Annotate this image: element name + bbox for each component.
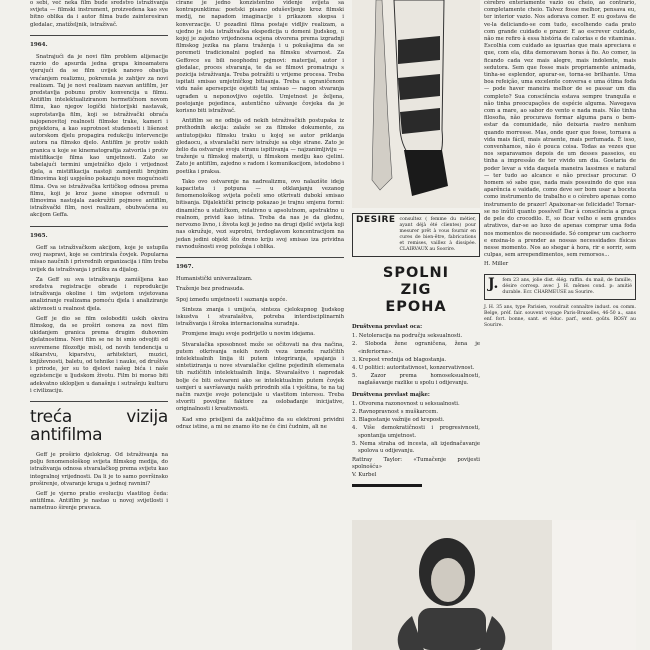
paragraph-6: Stvaralačka sposobnost može se očitovati na dva načina, putem otkrivanja nekih novih veza između različitih intelektualnih linija ili putem integriranja, spajanja i sintetiziranja u nove stvaralačke cjeline pojedinih elemenata tih različitih intelektualnih linija. Stvaralaštvo i napredak bolje će biti ostvareni ako se intelektualnim putem čovjek usmjeri u savršavanju naših prirodnih sila i vještina, te na taj način razvije svoje potencijale u vlastitom interesu. Treba stvoriti povoljne faktore za oslobađanje inicijative, originalnosti i kreativnosti. <box>176 341 344 413</box>
list-item: 4. Više demokratičnosti i progresivnosti, spontanija umjetnost. <box>352 425 480 439</box>
divider <box>30 226 168 227</box>
paragraph-treca-1: Geff je proširio djelokrug. Od istraživanja na polju fenomenološkog svijeta filmskog medija, do istraživanja odnosa stvaralačkog prema svijetu kao integralnoj vrijednosti. Da li je to samo površinsko proširenje, otvaranje kruga u jednoj ravnini? <box>30 451 168 487</box>
paragraph-7: Kad smo prisiljeni da zaključimo da su elektroni prividni odraz istine, a mi ne znamo što ne će ćini čudnim, ali ne <box>176 416 344 430</box>
list-item: 2. Ravnopravnost s muškarcem. <box>352 409 439 416</box>
paragraph-1964: Snatrajući da je novi film problem alijenacije razvio do apsurda jedna grupa kinoamatera vjerujući da se film uvijek nanovo obavlja vraćanjem realizmu, pokrenula je zahtjev za novi realizam. Taj je novi realizam nazvan antifilm, jer predstavlja pobunu protiv konvencija u filmu. Antifilm intelektualiziranom hermetičnom novom filmu, kao njegov logički historijski nastavak, suprotstavlja film, koji se istraživački obraća najopenovitoj realnosti filmske trake, kameri i projektora, a kao suprotnost studenosti i lišenost autorskom djelu propagira redukciju intervencije autora na filmsko djelo. Antifilm je protiv uskih granica u koje se kinematografija zatvorila i protiv mistifikacije filma kao umjetnosti. Zato se tabelajući termini umjetničko djelo i vrijednost djela, a mistifikacija nastoji zamijeniti brojnim filmovima koji uspješno pokazuju nove mogućnosti filma. Ova se istraživačka kritičkog odnosa prema filmu, koji je kroz jasne sinopse odvrnuli u filmovima nastojala zaokružiti pojmove antifilm, istraživački film, novi realizam, obuhvaćena su akcijom Geffa. <box>30 54 168 219</box>
paragraph-5: Promjene imaju svoje podrijetlo u novim idejama. <box>182 331 315 338</box>
list-item: 5. Nema straha od incesta, ali izjednačavanje spolova u odijevanju. <box>352 440 480 455</box>
column-3 <box>352 0 480 487</box>
list-item: 3. Krepost vrednija od blagostanja. <box>352 356 447 363</box>
paragraph-1965: Geff sa istraživačkom akcijom, koje je ustupila ovoj raspravi, koje se centrirala čovjek. Popularna misao naučnih i privrednih organizacija i film treba uvijek da istraživanja i priliku za dijalog. <box>30 244 168 273</box>
paragraph-1: cirane je jedno konzistentno videnje svijeta sa kontrapunktima: poetski pisano oduševljenje kroz filmski medij, ne napadom imaginacije i prikazom skepsa i konverzacije. U pozadini filma postaje vidljiv realizam, a ujedno je ista istraživačka ekspedicija u domeni ljudskog, u kojoj je zajedno vrijednosna ocjena otvorena prema izgradnji filmskog jezika na planu traženja i u pokušajima da se poremeti tradicionalni pogled na filmsku stvarnost. Za Geffovce su bili neophodni pojmovi: materijal, autor i gledalac, proces stvaranja, te da se filmovi promatraju s pozicija istraživanja. Treba potražiti u vrijeme procesa. Treba ispitati smisao umjetničkog bitisanja. Treba u ograničenom vidu naše apersepcije osjetiti taj smisao — nagon stvaranja ugrađen u neponovljivo osjetilo. Umjetnost je željena, postojanje pojedinca, autentično uživanje čovjeka da je korisno biti istraživač. <box>176 0 344 115</box>
list-item: Traženje bez predrasuda. <box>176 286 245 293</box>
subheading-mother: Društvena prevlast majke: <box>352 391 430 398</box>
year-1967: 1967. <box>176 263 194 270</box>
title-line-1: SPOLNI <box>382 265 450 281</box>
ad-text: consultez ( femme du métier, ayant déjà été clientes) pour mesurer prêt à vous fournir en cures de bien-être, fabrications et remises, vaillez à dissipée. CLAIRVAUX au Soorire. <box>399 217 476 252</box>
list-mother <box>352 401 480 455</box>
list-item: 3. Blagostanje važnije od kreposti. <box>352 417 445 424</box>
personal-ad-2: J. H. 35 ans, type Parisien, voudrait connaître indust. ou comm. Belge, préf. fair. souvent voyage Paris-Bruxelles, 46-50 a., sans enf. fort. bonne, sant. et éduc. parf., sent. goûts. ROSY au Sourire. <box>484 304 636 328</box>
top-photo <box>352 0 480 208</box>
article-title <box>352 265 480 316</box>
paragraph-1965b: Za Geff su sva istraživanja zamišljena kao sredstva registracije obrade i reprodukcije istraživanja okoline i tim svijetom uvjetovana analiziranje realizama pomoću djela i analiziranje aktivnosti u realnost djela. <box>30 276 168 312</box>
list-item: 2. Sloboda žene ograničena, žena je «inferiorna». <box>352 341 480 355</box>
bottom-photo <box>352 520 636 650</box>
list-item: Spoj između umjetnosti i saznanja uopće. <box>176 296 288 303</box>
ad-text: fem 23 ans, jolie dist. élég. raffin. du mail, de famille, désire corresp. avec J. H. mêmes cond. p: amitié durable. Ecr. CHARMEUSE au Sourire. <box>502 277 632 295</box>
personal-ad-1 <box>484 274 636 300</box>
column-1 <box>30 0 168 516</box>
list-father <box>352 333 480 387</box>
divider <box>176 257 344 258</box>
legs-illustration <box>352 0 480 208</box>
title-line-3: EPOHA <box>385 299 447 315</box>
ad-dropcap: J. <box>488 275 499 292</box>
section-heading: treća vizija antifilma <box>30 406 168 445</box>
story-author: H. Miller <box>484 261 509 268</box>
story-text: cérebro enteriamente vazio ou cheio, ao contrario, completamente cheio. Talvez fosse melhor, pensava eu, ter interior vazio. Nos adorava comer. E eu gostava de ve-la deliciando-se com tudo, escolhendo cada prato com grande cuidado e prazer. E ao escrever cuidado, não me refiro à essa história de calorias e de vitaminas. Escolhia com cuidado as iguarias que mais apreciava e que, com ela, dita demoravam horas à fio. Ao comer, ia ficando cada vez mais alegre, mais indolente, mais sedutora. Sem que fosse mais propriamente animada, tinha-se esplendor, apurar-se, torna-se brilhante. Uma boa refeição, uma excelente conversa e uma ótima foda — pode haver maneira melhor de se passar um dia completo? Sua consciência estava sempre tranquila e não tinha preocupações de espécie alguma. Navegava com a mare, ao sabor do vento e nada mais. Não tinha filosofia, não procurava formar alguma para o bem-estar da comunidade, não deixaria rastro nenhum quando morresse. Mas, onde quer que fosse, tornava a vida mais fácil, mais atraente, mais perfumada. É isso, convenhamos, não é pouca coisa. Todas as vezes que nos separavamos depois de um desses passeios, eu tinha a impressão de ter vivido um dia. Gostaria de poder levar a vida daquela maneira lassimes e natural — ter tudo ao alcance e não precisar procurar. O homem só sabe que, nada mais possuindo do que sua aparência e vaidade, como deve ser bom usar a boceta como instrumento de trabalho e o cérebro apenas como instrumento de prazer! Apaixonar-se felicidade! Tornar-se no inútil quanto possível! Dar à consciência a graça de pele do crocodilo. E, so ficar velho e sem grandes atrativos, dar-se ao luxo de apenas comprar uma foda nos momentos de necessidade. Só comprar um cachorro e ensina-lo a prender as nossas necessidades físicas nesse momento. Nos ao shegar à hora, rir e sorrir, sem culpas, sem arrependimentos, sem remorsos... <box>484 0 636 259</box>
credit: Rattray Taylor: «Tumačenje povijesti spolnošću» <box>352 457 480 471</box>
list-item: 4. U politici: autoritativnost, konzervativnost. <box>352 365 475 372</box>
paragraph-2: Antifilm se ne odbija od nekih istraživačkih postupaka iz prethodnih akcija: zalaže se za filmske dokumente, za antiutopijsku filmsku traku u kojoj se autor priklanja gledaocu, a stvaralački nerv istražuje sa obje strane. Zato je želio da ostvaruje svoju stranu ispitivanja — najzanimljiviju — traženje u filmskoj materiji, u filmskom mediju kao cjelini. Zato je antifilm, zajedno s radom i komunikacijom, istodobno i poetika i praksa. <box>176 118 344 175</box>
intro-paragraph: o sebi, već neka film bude sredstvo istraživanja svijeta — filmski instrument, proizvedena kao sve bitno oblika da i autor filma bude zainteresiran gledalac, znatiželjnik, istraživač. <box>30 0 168 28</box>
year-1964: 1964. <box>30 41 48 48</box>
divider <box>30 401 168 402</box>
title-line-2: ZIG <box>400 282 432 298</box>
list-item: 5. Zazor prema homoseksualnosti, naglašavanje razlike u spolu i odijevanju. <box>352 373 480 387</box>
subheading-father: Društvena prevlast oca: <box>352 324 423 330</box>
divider <box>352 484 422 487</box>
list-item: Humanistički univerzalizam. <box>176 276 253 283</box>
paragraph-4: Sinteza znanja i umijeća, sinteza cjelokupnog ljudskog iskustva i stvaralaštva, potreba interdisciplinarnih istraživanja i široka internacionalna suradnja. <box>176 306 344 328</box>
classified-ad <box>352 213 480 257</box>
divider <box>30 35 168 36</box>
column-2 <box>176 0 344 434</box>
list-item: 1. Otvorena razonovnost u seksualnosti. <box>352 400 460 407</box>
woman-illustration <box>352 520 636 650</box>
list-item: 1. Netoleracija na području seksualnosti. <box>352 333 463 340</box>
ad-brand: DESIRE <box>356 215 396 225</box>
year-1965: 1965. <box>30 232 48 239</box>
paragraph-1965c: Geff je dio se film osloboditi uskih okvira filmskog, da se proširi osnova za novi film ukidanjem granica prema drugim duhovnim djelatnostima. Novi film se ne bi smio odvojiti od suvremene filozofije misli, od novih tendencija u slikarstvu, kiparstvu, arhitekturi, muzici, književnosti, baletu, od tehnike i nauke, od društva i prirode, jer su to djelovi našeg bića i naše egzistencije u ljudskom životu. Film bi morao biti adekvatno uklopljen u današnju i sutrašnju kulturu i civilizaciju. <box>30 315 168 394</box>
author: V. Kurbel <box>352 471 377 478</box>
paragraph-treca-2: Geff je vjerno pratio evoluciju vlastitog čeda: antifilma. Antifilm je nastao u novoj svijetlosti i nametnuo širenje pravaca. <box>30 490 168 512</box>
paragraph-3: Tako ovo ostvarenje na nadrealizmu, ovo nalazište ideja kapaciteta i potpuna — u otklanjanju vezanog fenomenološkog svijeta počeli smo otkrivati dubokí smisao bitisanja. Dijalektički princip pokazao je trajnu smjenu formi: dinamično u statičkom, relativno u apsolutnom, apstraktno u realnom, privid kao istina. Treba da nas je da glednu, nervozno livno, i života koji je jedno na drugi djelić svijeta koji nas okružuje, vezi suprotni, tvrdoglavom koncentracijom na jedan jedini objekt što dreno kriju svoj smisao iza prividna ravnodušnosti svog položaja i oblika. <box>176 178 344 250</box>
column-4 <box>484 0 636 329</box>
